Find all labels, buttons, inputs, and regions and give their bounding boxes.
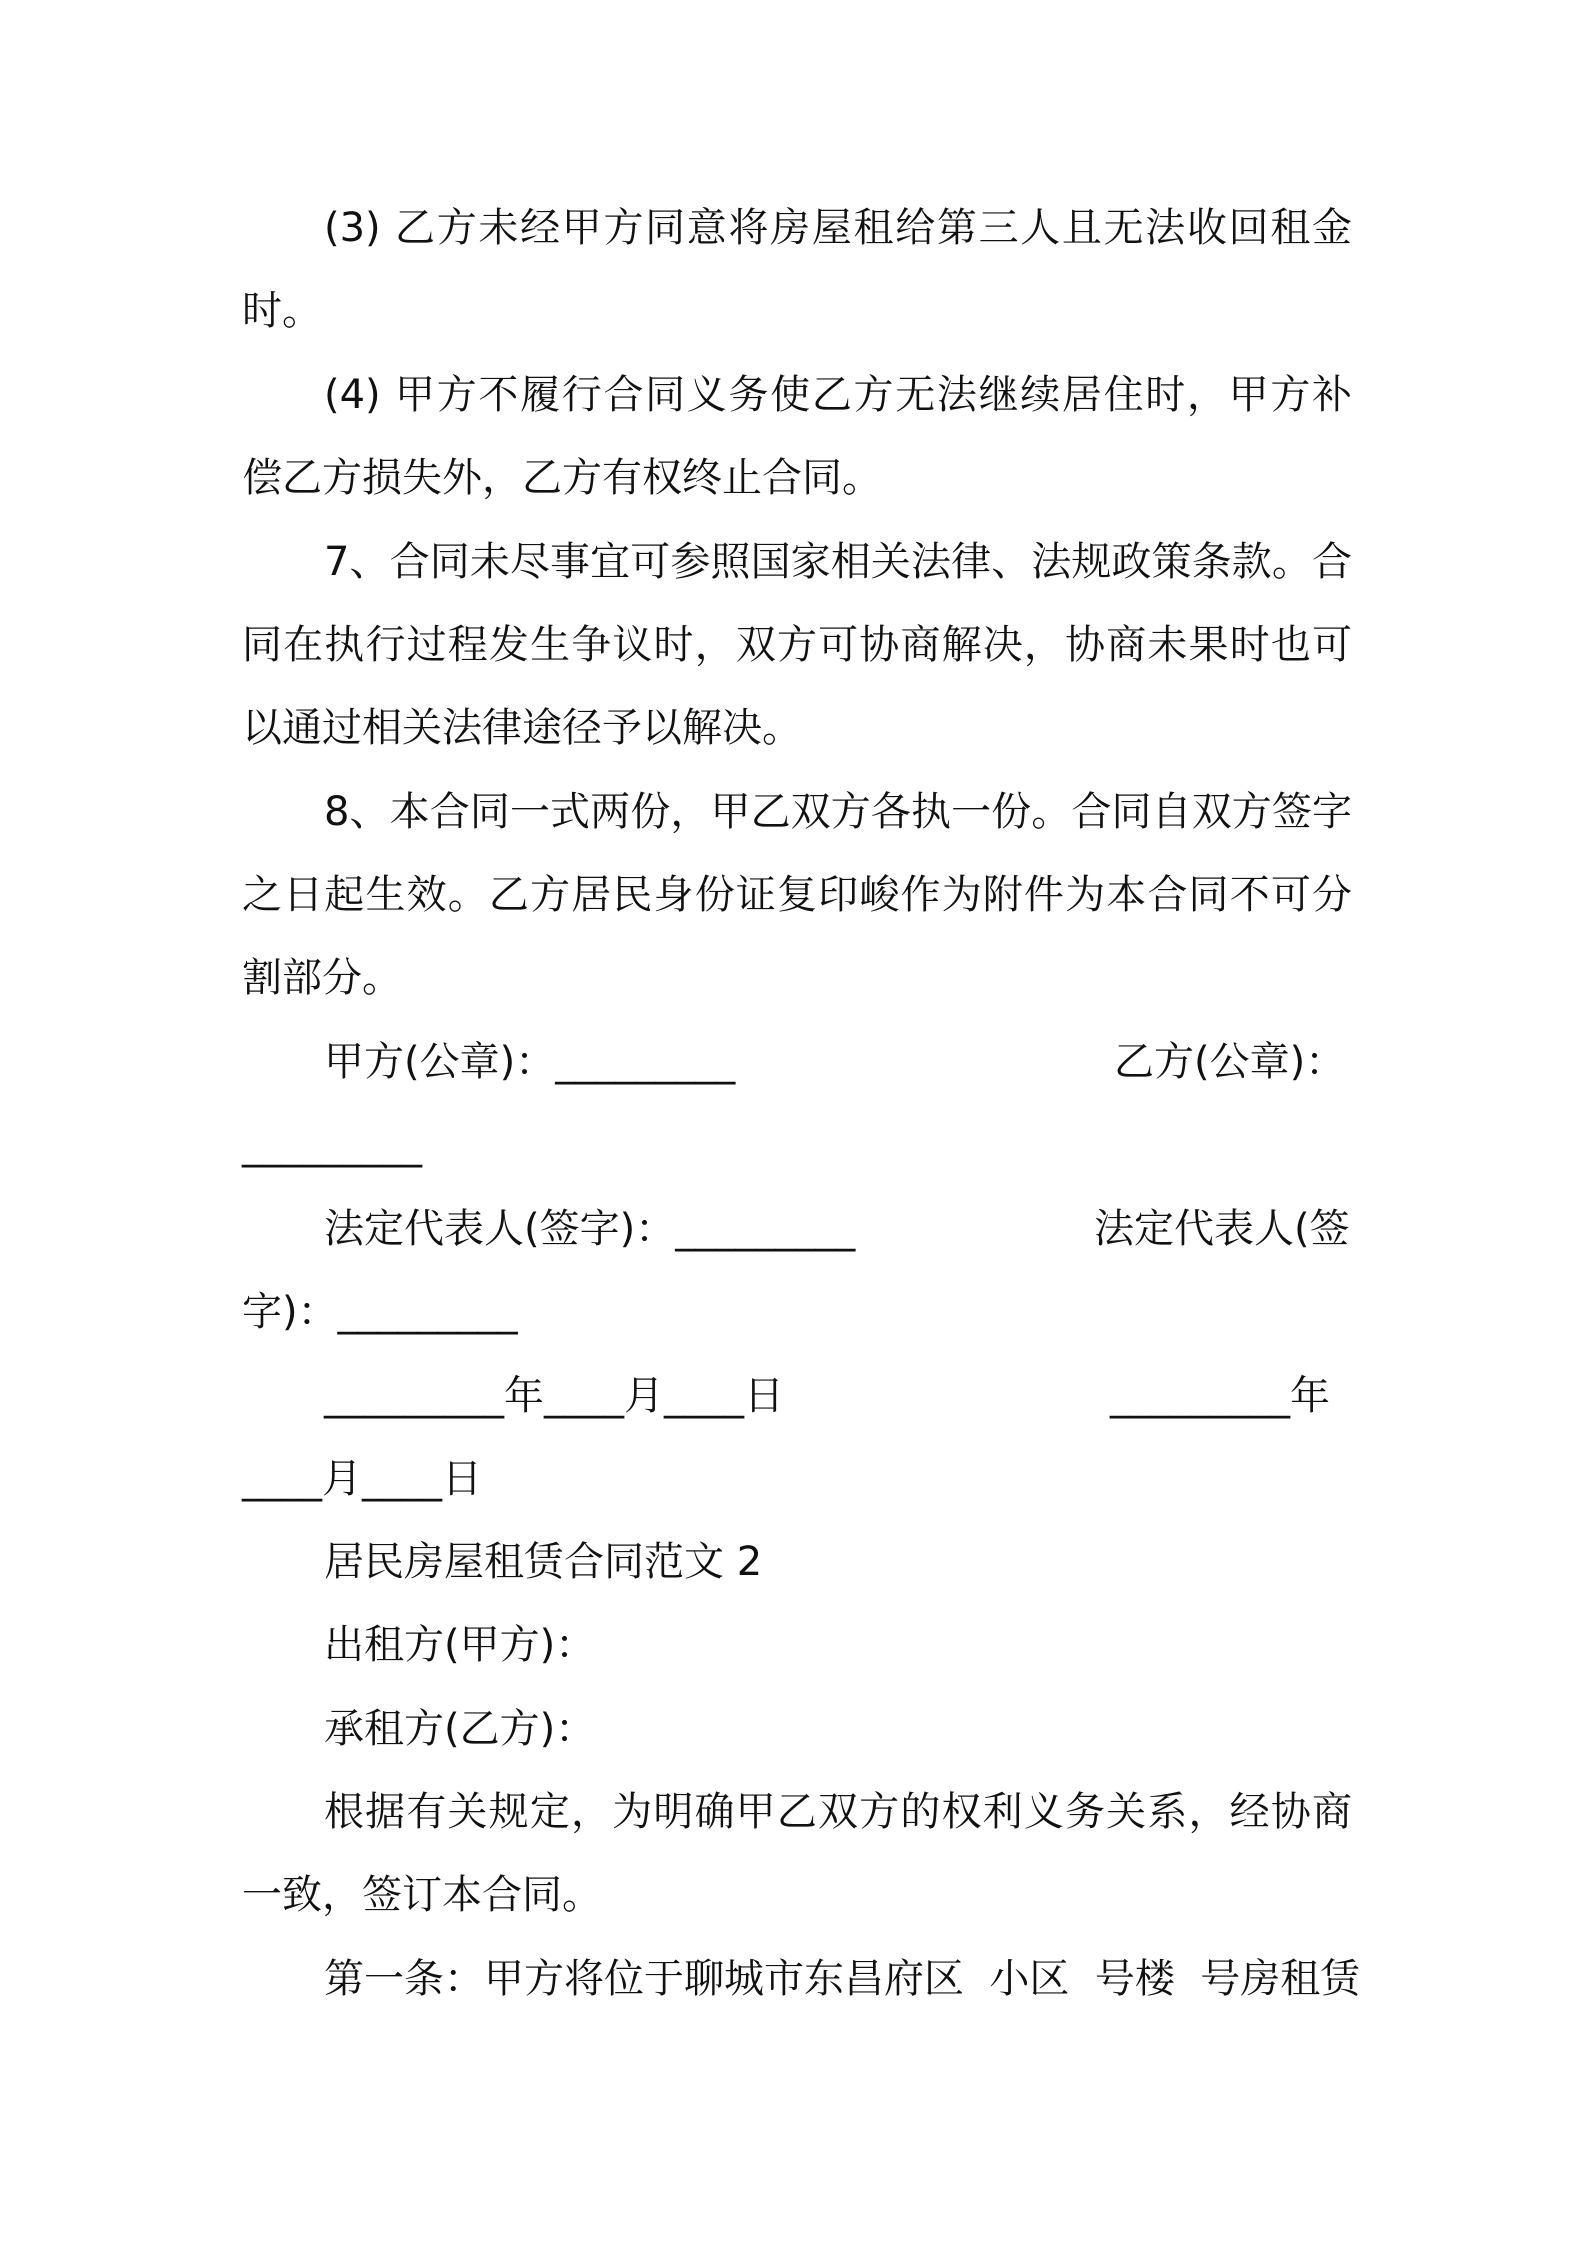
contract-2-intro-paragraph: 根据有关规定，为明确甲乙双方的权利义务关系，经协商一致，签订本合同。 — [242, 1789, 1352, 1918]
article-1-line: 第一条：甲方将位于聊城市东昌府区 小区 号楼 号房租赁 — [324, 1956, 1361, 2002]
party-a-representative-line: 法定代表人(签字)：_________ — [324, 1206, 856, 1252]
party-b-date-line: _________年 — [1110, 1373, 1330, 1419]
party-b-seal-blank: _________ — [242, 1122, 422, 1168]
contract-2-title: 居民房屋租赁合同范文 2 — [324, 1539, 763, 1585]
party-b-date-cont: ____月____日 — [242, 1456, 482, 1502]
party-a-seal-line: 甲方(公章)：_________ — [324, 1039, 736, 1085]
clause-3-paragraph: (3) 乙方未经甲方同意将房屋租给第三人且无法收回租金时。 — [242, 205, 1352, 334]
lessor-line: 出租方(甲方)： — [324, 1622, 596, 1668]
party-b-seal-line: 乙方(公章)： — [1114, 1039, 1346, 1085]
clause-8-paragraph: 8、本合同一式两份，甲乙双方各执一份。合同自双方签字之日起生效。乙方居民身份证复印峻作为附件为本合同不可分割部分。 — [242, 789, 1352, 1001]
clause-4-paragraph: (4) 甲方不履行合同义务使乙方无法继续居住时，甲方补偿乙方损失外，乙方有权终止合同。 — [242, 372, 1352, 501]
party-a-date-line: _________年____月____日 — [324, 1373, 784, 1419]
party-b-representative-cont: 字)：_________ — [242, 1289, 518, 1335]
lessee-line: 承租方(乙方)： — [324, 1706, 596, 1752]
party-b-representative-line: 法定代表人(签 — [1094, 1206, 1350, 1252]
clause-7-paragraph: 7、合同未尽事宜可参照国家相关法律、法规政策条款。合同在执行过程发生争议时，双方可协商解决，协商未果时也可以通过相关法律途径予以解决。 — [242, 539, 1352, 751]
